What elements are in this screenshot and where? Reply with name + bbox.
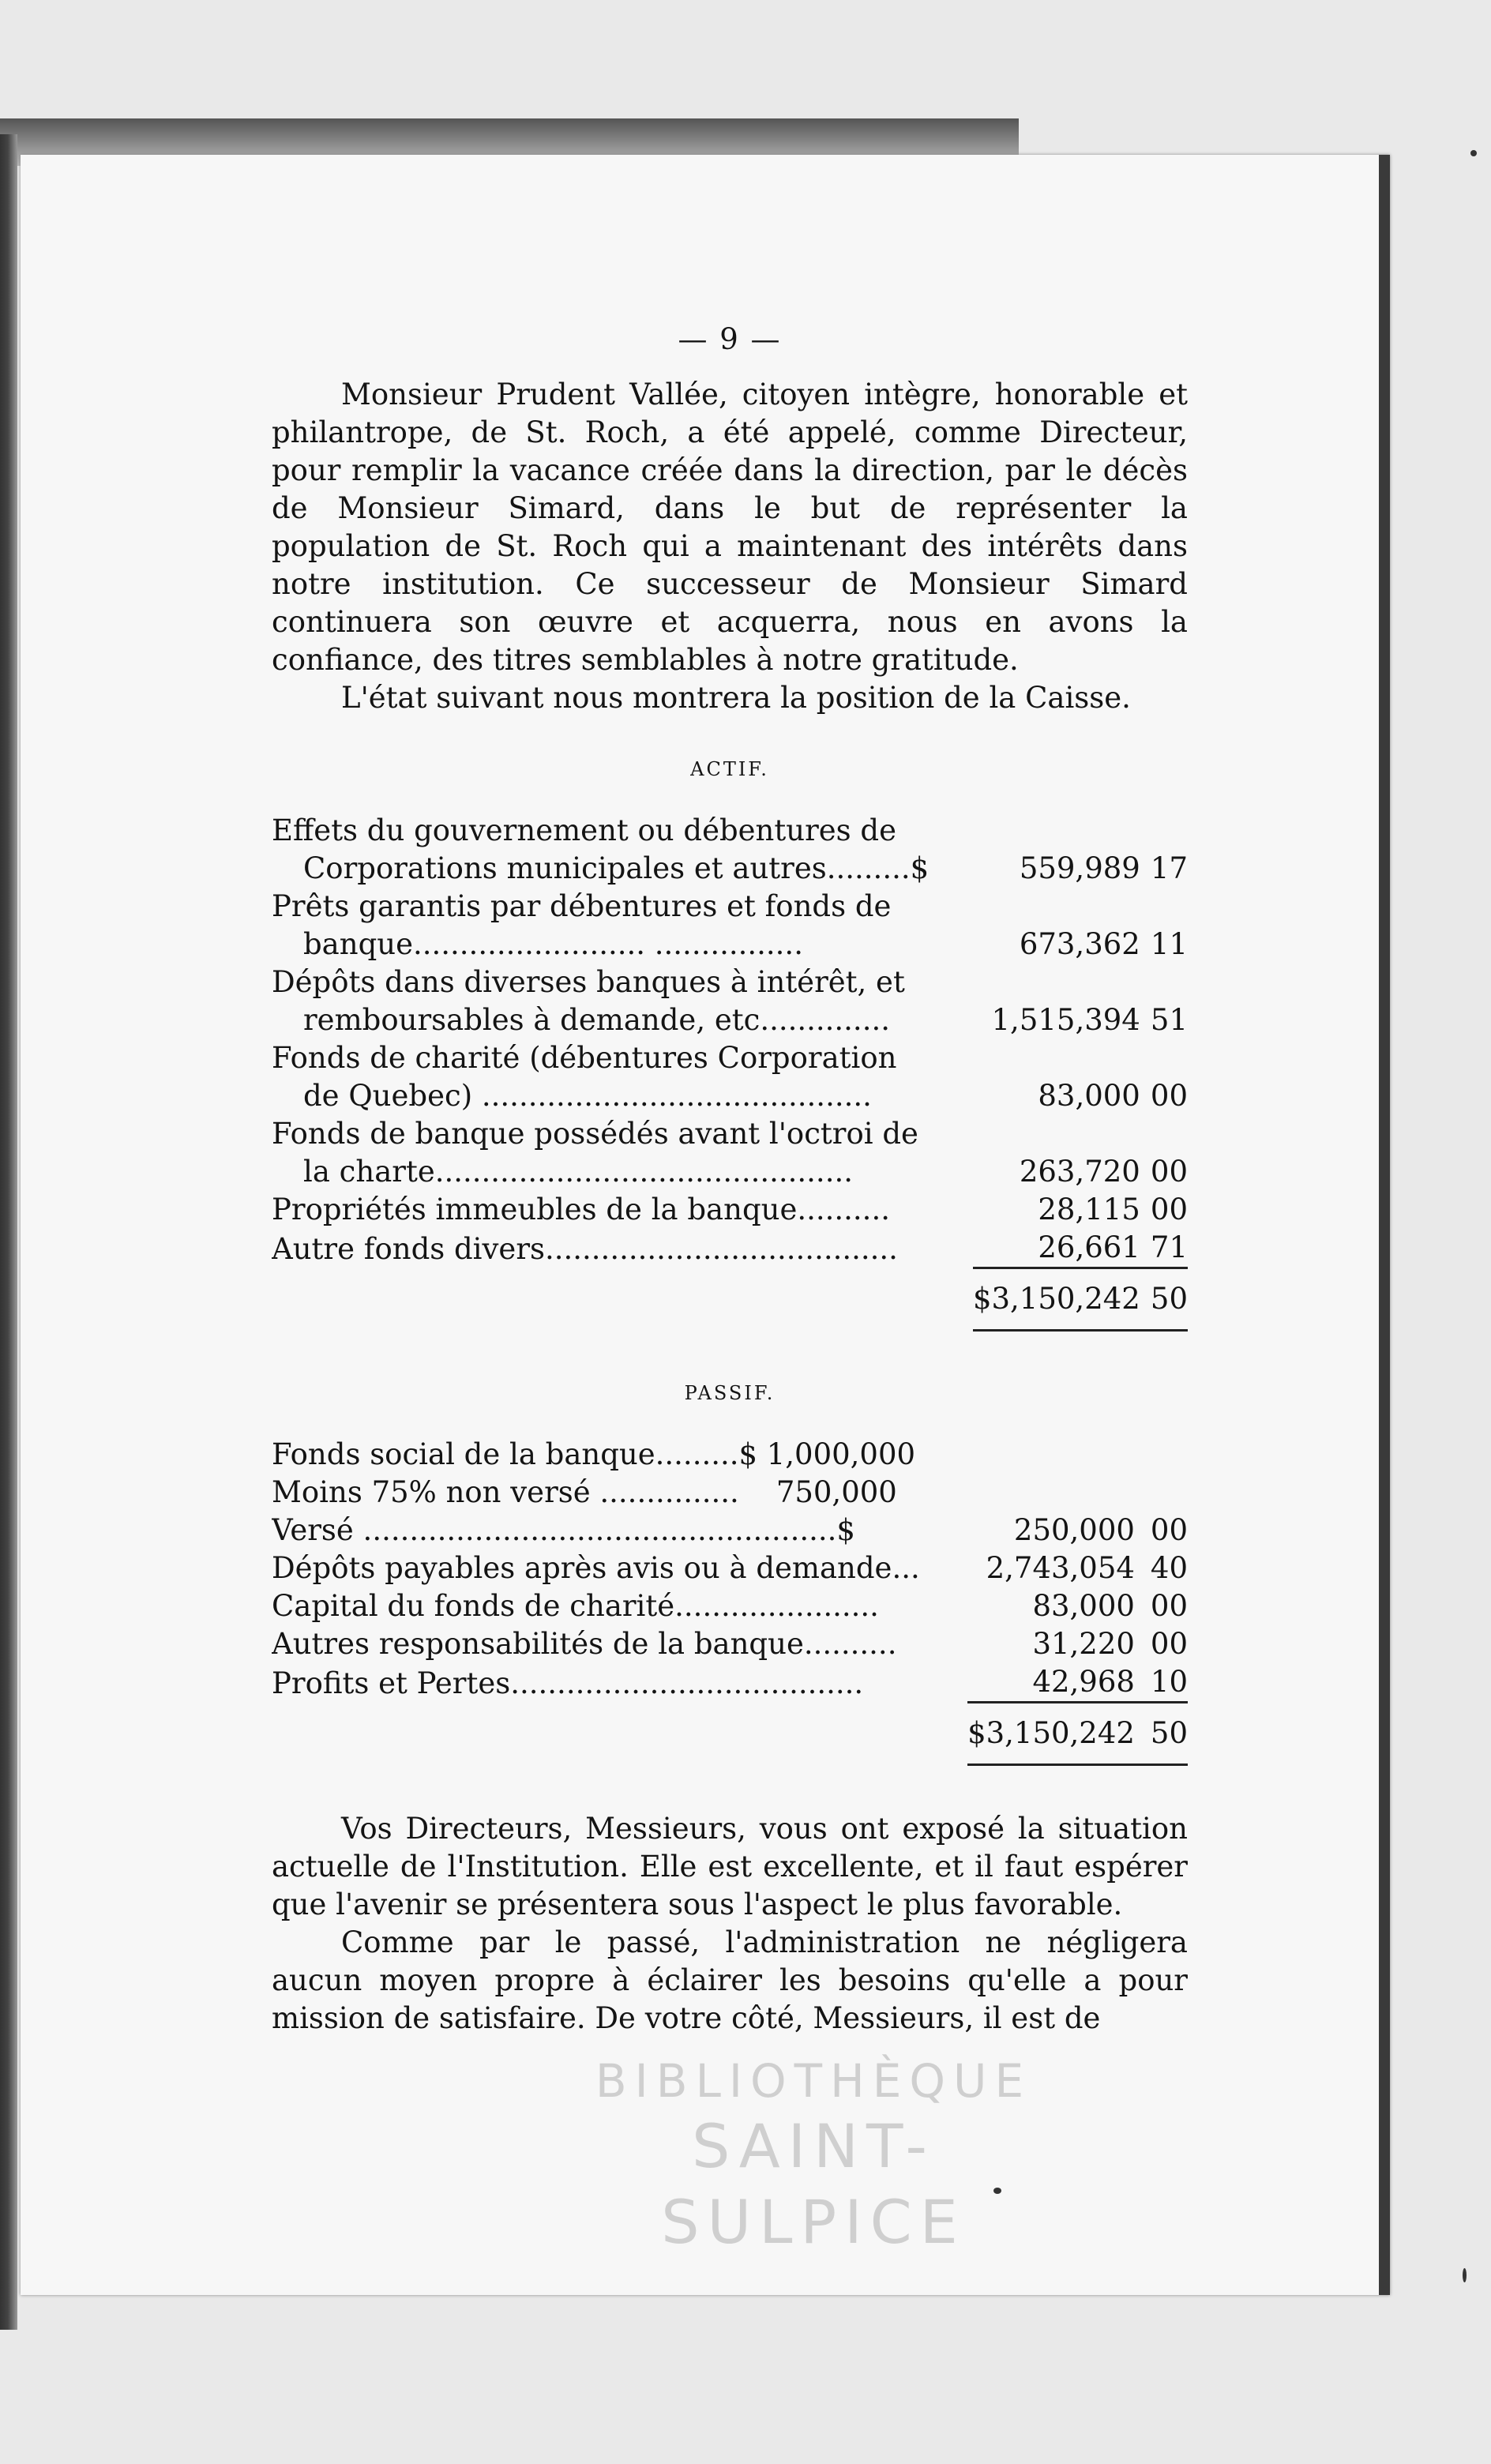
actif-row bbox=[272, 888, 1188, 926]
actif-row-amount-empty bbox=[973, 1115, 1140, 1153]
actif-row bbox=[272, 1001, 1188, 1039]
passif-row-amount: 31,220 bbox=[1032, 1627, 1135, 1661]
actif-row bbox=[272, 1039, 1188, 1077]
closing-paragraph-2: Comme par le passé, l'administration ne négligera aucun moyen propre à éclairer les besoins qu'elle a pour mission de satisfaire. De votre côté, Messieurs, il est de bbox=[272, 1925, 1188, 2035]
actif-row-amount-empty bbox=[973, 888, 1140, 926]
passif-row-cents: 00 bbox=[1150, 1627, 1188, 1661]
actif-row-label: banque......................... ................ bbox=[303, 927, 803, 961]
intro-paragraph-2: L'état suivant nous montrera la position de la Caisse. bbox=[341, 681, 1131, 715]
actif-heading: ACTIF. bbox=[690, 758, 769, 780]
actif-row-amount: 263,720 bbox=[1019, 1155, 1140, 1189]
actif-row-cents: 00 bbox=[1150, 1155, 1188, 1189]
passif-subrow-cell bbox=[272, 1474, 1188, 1512]
actif-bottom-blank bbox=[272, 1318, 973, 1331]
actif-row-label: Autre fonds divers...................................... bbox=[272, 1231, 898, 1266]
actif-row-amount: 673,362 bbox=[1019, 927, 1140, 961]
passif-row-cents: 00 bbox=[1150, 1513, 1188, 1547]
passif-total-row bbox=[272, 1715, 1188, 1752]
scan-speck bbox=[993, 2188, 1001, 2194]
passif-total-amount: $3,150,242 bbox=[967, 1716, 1135, 1750]
actif-row bbox=[272, 1077, 1188, 1115]
actif-row-amount: 28,115 bbox=[1038, 1193, 1140, 1226]
scan-speck bbox=[1470, 150, 1477, 156]
actif-row bbox=[272, 850, 1188, 888]
actif-row-label: Propriétés immeubles de la banque.......... bbox=[272, 1193, 890, 1226]
actif-total-rule bbox=[272, 1268, 1188, 1281]
scan-speck bbox=[1463, 2268, 1467, 2282]
passif-row-label: Autres responsabilités de la banque.......... bbox=[272, 1627, 897, 1661]
actif-total-row bbox=[272, 1280, 1188, 1318]
actif-row-cents: 17 bbox=[1150, 851, 1188, 885]
closing-paragraph-1: Vos Directeurs, Messieurs, vous ont exposé la situation actuelle de l'Institution. Elle est excellente, et il faut espérer que l'avenir se présentera sous l'aspect le plus favorable. bbox=[272, 1812, 1188, 1921]
passif-bottom-rule bbox=[272, 1752, 1188, 1765]
actif-row-label: Effets du gouvernement ou débentures de bbox=[272, 813, 897, 847]
actif-row-cents: 11 bbox=[1150, 927, 1188, 961]
actif-row-amount-empty bbox=[973, 1039, 1140, 1077]
actif-row-cents: 51 bbox=[1150, 1003, 1188, 1037]
passif-row-label: Capital du fonds de charité...................... bbox=[272, 1589, 879, 1623]
passif-row-cents: 40 bbox=[1150, 1551, 1188, 1585]
intro-paragraph-1: Monsieur Prudent Vallée, citoyen intègre, honorable et philantrope, de St. Roch, a été appelé, comme Directeur, pour remplir la vacance créée dans la direction, par le décès de Monsieur Simard, dans le but de représenter la population de St. Roch qui a maintenant des intérêts dans notre institution. Ce successeur de Monsieur Simard continuera son œuvre et acquerra, nous en avons la confiance, des titres semblables à notre gratitude. bbox=[272, 377, 1188, 677]
page-content bbox=[272, 321, 1188, 2038]
actif-row-cents-empty bbox=[1140, 1039, 1188, 1077]
actif-row bbox=[272, 1229, 1188, 1268]
actif-row-cents-empty bbox=[1140, 963, 1188, 1001]
actif-row bbox=[272, 1191, 1188, 1229]
passif-bottom-blank bbox=[272, 1752, 967, 1765]
passif-row-amount: 2,743,054 bbox=[986, 1551, 1135, 1585]
actif-bottom-rule bbox=[272, 1318, 1188, 1331]
passif-subrow bbox=[272, 1436, 1188, 1474]
passif-subrow-label: Moins 75% non versé ............... bbox=[272, 1475, 739, 1509]
actif-row bbox=[272, 1153, 1188, 1191]
passif-subrow-label: Fonds social de la banque.........$ bbox=[272, 1437, 758, 1471]
actif-row bbox=[272, 812, 1188, 850]
passif-row-label: Versé ...................................................$ bbox=[272, 1513, 855, 1547]
actif-row-cents: 00 bbox=[1150, 1079, 1188, 1113]
actif-row-cents-empty bbox=[1140, 888, 1188, 926]
passif-subrow-value: 750,000 bbox=[776, 1475, 897, 1509]
page-number: — 9 — bbox=[678, 322, 782, 356]
actif-row-label: de Quebec) .......................................... bbox=[303, 1079, 872, 1113]
actif-row-label: la charte............................................. bbox=[303, 1155, 853, 1189]
actif-total-cents: 50 bbox=[1150, 1282, 1188, 1316]
passif-subrow-cell bbox=[272, 1436, 1188, 1474]
passif-row-amount: 250,000 bbox=[1013, 1513, 1135, 1547]
library-perforated-stamp bbox=[576, 2053, 1050, 2260]
actif-row-label: Fonds de banque possédés avant l'octroi de bbox=[272, 1117, 918, 1151]
actif-total-amount: $3,150,242 bbox=[972, 1282, 1140, 1316]
actif-table bbox=[272, 812, 1188, 1332]
passif-heading: PASSIF. bbox=[684, 1382, 776, 1404]
passif-row-amount: 42,968 bbox=[1032, 1665, 1135, 1699]
passif-row-cents: 00 bbox=[1150, 1589, 1188, 1623]
actif-row-label: Dépôts dans diverses banques à intérêt, et bbox=[272, 965, 905, 999]
passif-row bbox=[272, 1549, 1188, 1587]
actif-row-amount: 1,515,394 bbox=[991, 1003, 1140, 1037]
actif-row-amount: 26,661 bbox=[1038, 1230, 1140, 1264]
document-page bbox=[21, 155, 1390, 2295]
stamp-line-1: BIBLIOTHÈQUE bbox=[595, 2054, 1032, 2108]
passif-row bbox=[272, 1587, 1188, 1625]
actif-row-cents-empty bbox=[1140, 1115, 1188, 1153]
passif-row bbox=[272, 1625, 1188, 1663]
actif-row-cents: 00 bbox=[1150, 1193, 1188, 1226]
passif-rule-line bbox=[967, 1703, 1188, 1715]
actif-row-amount: 559,989 bbox=[1019, 851, 1140, 885]
actif-row-label: remboursables à demande, etc.............. bbox=[303, 1003, 890, 1037]
actif-row-label: Prêts garantis par débentures et fonds de bbox=[272, 889, 892, 923]
actif-row-label: Fonds de charité (débentures Corporation bbox=[272, 1041, 897, 1075]
passif-bottom-line bbox=[967, 1752, 1188, 1765]
passif-rule-blank bbox=[272, 1703, 967, 1715]
book-spine-edge bbox=[0, 134, 17, 2330]
actif-row bbox=[272, 926, 1188, 963]
passif-total-rule bbox=[272, 1703, 1188, 1715]
actif-row bbox=[272, 1115, 1188, 1153]
actif-row bbox=[272, 963, 1188, 1001]
actif-rule-blank bbox=[272, 1268, 973, 1281]
actif-row-amount: 83,000 bbox=[1038, 1079, 1140, 1113]
passif-row-label: Profits et Pertes...................................... bbox=[272, 1666, 864, 1700]
actif-row-cents: 71 bbox=[1150, 1230, 1188, 1264]
actif-row-amount-empty bbox=[973, 963, 1140, 1001]
stamp-line-2: SAINT-SULPICE bbox=[661, 2111, 966, 2257]
passif-subrow bbox=[272, 1474, 1188, 1512]
actif-total-blank bbox=[272, 1280, 973, 1318]
passif-total-cents: 50 bbox=[1150, 1716, 1188, 1750]
passif-row-cents: 10 bbox=[1150, 1665, 1188, 1699]
passif-row-label: Dépôts payables après avis ou à demande... bbox=[272, 1551, 920, 1585]
passif-total-blank bbox=[272, 1715, 967, 1752]
actif-rule-line bbox=[973, 1268, 1188, 1281]
actif-row-amount-empty bbox=[973, 812, 1140, 850]
passif-row bbox=[272, 1663, 1188, 1703]
actif-row-label: Corporations municipales et autres.........$ bbox=[303, 851, 930, 885]
passif-row bbox=[272, 1512, 1188, 1549]
actif-row-cents-empty bbox=[1140, 812, 1188, 850]
passif-row-amount: 83,000 bbox=[1032, 1589, 1135, 1623]
passif-subrow-value: 1,000,000 bbox=[766, 1437, 916, 1471]
actif-bottom-line bbox=[973, 1318, 1188, 1331]
passif-table bbox=[272, 1436, 1188, 1766]
